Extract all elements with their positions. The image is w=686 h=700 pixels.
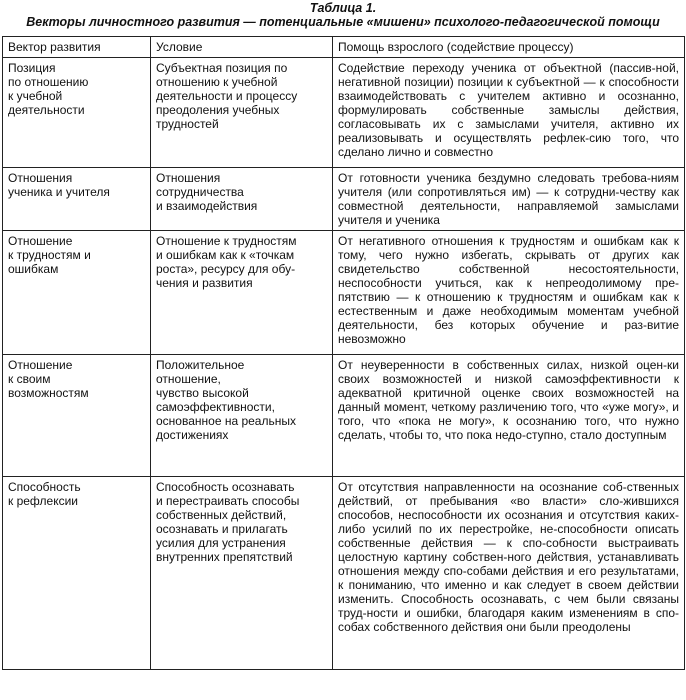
cell-condition: Способность осознавать и перестраивать способы собственных действий, осознавать и прилагать усилия для устранения внутренних препятствий <box>151 477 333 670</box>
cell-help: От негативного отношения к трудностям и ошибкам как к тому, чего нужно избегать, скрывать от других как свидетельство собственной несостоятельности, неспособности учиться, как к непреодолимому пре-пятствию — к отношению к трудностям и ошибкам как к естественным и даже необходимым моментам учебной деятельности, без которых обучение и раз-витие невозможно <box>333 231 685 355</box>
cell-vector: Способность к рефлексии <box>3 477 151 670</box>
table-row <box>3 477 685 670</box>
cell-condition: Положительное отношение, чувство высокой самоэффективности, основанное на реальных достижениях <box>151 355 333 477</box>
cell-condition: Отношение к трудностям и ошибкам как к «точкам роста», ресурсу для обу- чения и развития <box>151 231 333 355</box>
table-title: Векторы личностного развития — потенциальные «мишени» психолого-педагогической помощи <box>26 15 660 29</box>
table-row <box>3 168 685 231</box>
cell-vector: Отношение к своим возможностям <box>3 355 151 477</box>
header-help: Помощь взрослого (содействие процессу) <box>333 37 685 58</box>
header-condition: Условие <box>151 37 333 58</box>
table-number: Таблица 1. <box>309 1 377 15</box>
table-header-row <box>3 37 685 58</box>
cell-vector: Отношения ученика и учителя <box>3 168 151 231</box>
cell-help: От отсутствия направленности на осознание соб-ственных действий, от пребывания «во власти» сло-жившихся способов, неспособности их осознания и отсутствия каких-либо усилий по их перестройке, не-способности описать собственные действия — к спо-собности выстраивать целостную картину собствен-ного действия, устанавливать отношения между спо-собами действия и его результатами, к пониманию, что именно и как следует в своем действии изменить. Способность осознавать, с чем были связаны труд-ности и ошибки, благодаря каким изменениям в спо-собах собственного действия они были преодолены <box>333 477 685 670</box>
cell-condition: Субъектная позиция по отношению к учебной деятельности и процессу преодоления учебных трудностей <box>151 58 333 168</box>
cell-help: От готовности ученика бездумно следовать требова-ниям учителя (или сопротивляться им) — к сотрудни-честву как совместной деятельности, направляемой замыслами учителя и ученика <box>333 168 685 231</box>
cell-help: Содействие переходу ученика от объектной (пассив-ной, негативной позиции) позиции к субъектной — к способности взаимодействовать с учителем активно и осознанно, формулировать собственные замыслы действия, согласовывать их с замыслами учителя, активно их реализовывать и осуществлять рефлек-сию того, что сделано лично и совместно <box>333 58 685 168</box>
development-vectors-table <box>2 36 685 670</box>
table-row <box>3 58 685 168</box>
cell-vector: Позиция по отношению к учебной деятельности <box>3 58 151 168</box>
table-row <box>3 355 685 477</box>
cell-vector: Отношение к трудностям и ошибкам <box>3 231 151 355</box>
cell-help: От неуверенности в собственных силах, низкой оцен-ки своих возможностей и низкой самоэффективности к адекватной критичной оценке своих возможностей на данный момент, четкому различению того, что «уже могу», и того, что «пока не могу», к осознанию того, что нужно сделать, чтобы то, что пока недо-ступно, стало доступным <box>333 355 685 477</box>
header-vector: Вектор развития <box>3 37 151 58</box>
table-row <box>3 231 685 355</box>
cell-condition: Отношения сотрудничества и взаимодействия <box>151 168 333 231</box>
